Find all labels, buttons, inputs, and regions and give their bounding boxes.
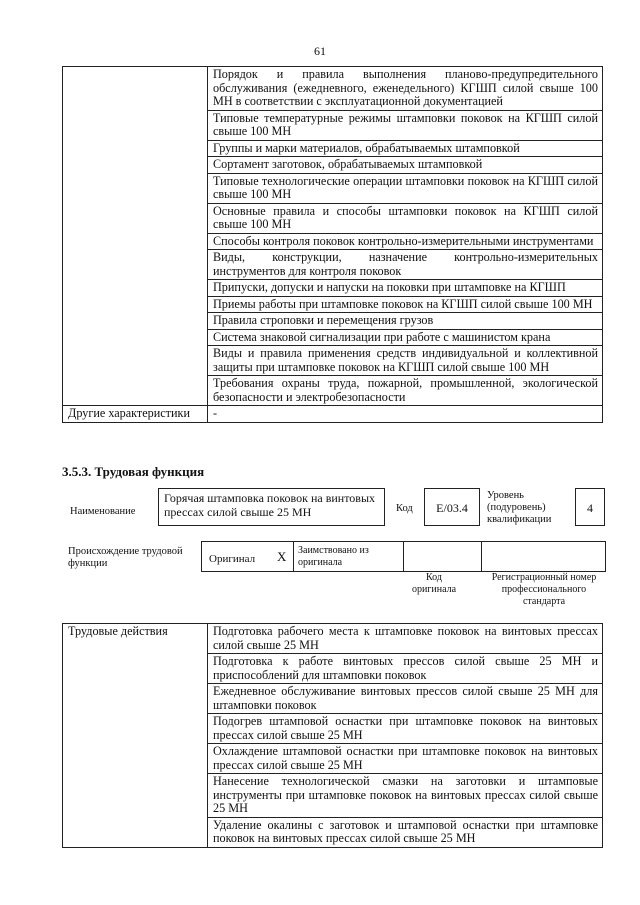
table-row: Виды и правила применения средств индивидуальной и коллективной защиты при штамповке поковок на КГШП силой свыше 100 МН: [208, 346, 603, 376]
divider: [403, 541, 404, 572]
qualification-level-label: Уровень (подуровень) квалификации: [487, 490, 552, 525]
function-code-box: E/03.4: [424, 488, 480, 526]
name-label: Наименование: [70, 506, 136, 517]
function-name-box: Горячая штамповка поковок на винтовых прессах силой свыше 25 МН: [158, 488, 385, 526]
divider: [293, 541, 294, 572]
original-mark: X: [277, 549, 287, 564]
table-row: Подогрев штамповой оснастки при штамповке поковок на винтовых прессах силой свыше 25 МН: [208, 714, 603, 744]
table-row: Способы контроля поковок контрольно-измерительными инструментами: [208, 233, 603, 250]
other-characteristics-value: -: [208, 406, 603, 423]
page-number: 61: [314, 44, 326, 58]
table-row: Припуски, допуски и напуски на поковки при штамповке на КГШП: [208, 280, 603, 297]
actions-table: [62, 623, 603, 848]
original-code-caption: Код оригинала: [411, 572, 457, 595]
table-row: Типовые технологические операции штамповки поковок на КГШП силой свыше 100 МН: [208, 173, 603, 203]
other-characteristics-label: Другие характеристики: [63, 406, 208, 423]
table-row: Подготовка к работе винтовых прессов силой свыше 25 МН и приспособлений для штамповки поковок: [208, 654, 603, 684]
actions-label: Трудовые действия: [63, 624, 208, 848]
original-label: Оригинал: [209, 553, 256, 565]
registration-number-caption: Регистрационный номер профессионального стандарта: [491, 572, 597, 607]
table-row: Нанесение технологической смазки на заготовки и штамповые инструменты при штамповке поковок на винтовых прессах силой свыше 25 МН: [208, 774, 603, 818]
code-label: Код: [396, 503, 413, 514]
table-row: Ежедневное обслуживание винтовых прессов силой свыше 25 МН для штамповки поковок: [208, 684, 603, 714]
table-row: Правила строповки и перемещения грузов: [208, 313, 603, 330]
table-row: Порядок и правила выполнения планово-предупредительного обслуживания (ежедневного, еженедельного) КГШП силой свыше 100 МН в соответствии с эксплуатационной документацией: [208, 67, 603, 111]
table-row: Удаление окалины с заготовок и штамповой оснастки при штамповке поковок на винтовых прессах силой свыше 25 МН: [208, 817, 603, 847]
knowledge-table: [62, 66, 603, 423]
borrowed-label: Заимствовано из оригинала: [298, 545, 369, 568]
table-row: Типовые температурные режимы штамповки поковок на КГШП силой свыше 100 МН: [208, 110, 603, 140]
qualification-level-box: 4: [575, 488, 605, 526]
table-row: Охлаждение штамповой оснастки при штамповке поковок на винтовых прессах силой свыше 25 МН: [208, 744, 603, 774]
section-title: 3.5.3. Трудовая функция: [62, 464, 205, 479]
table-row: Приемы работы при штамповке поковок на КГШП силой свыше 100 МН: [208, 296, 603, 313]
table-row: Сортамент заготовок, обрабатываемых штамповкой: [208, 157, 603, 174]
table-row: Система знаковой сигнализации при работе с машинистом крана: [208, 329, 603, 346]
origin-label: Происхождение трудовой функции: [68, 546, 183, 569]
table-row: Виды, конструкции, назначение контрольно-измерительных инструментов для контроля поковок: [208, 250, 603, 280]
table-label-cell: [63, 67, 208, 406]
table-row: Подготовка рабочего места к штамповке поковок на винтовых прессах силой свыше 25 МН: [208, 624, 603, 654]
divider: [481, 541, 482, 572]
table-row: Группы и марки материалов, обрабатываемых штамповкой: [208, 140, 603, 157]
table-row: Требования охраны труда, пожарной, промышленной, экологической безопасности и электробезопасности: [208, 376, 603, 406]
table-row: Основные правила и способы штамповки поковок на КГШП силой свыше 100 МН: [208, 203, 603, 233]
